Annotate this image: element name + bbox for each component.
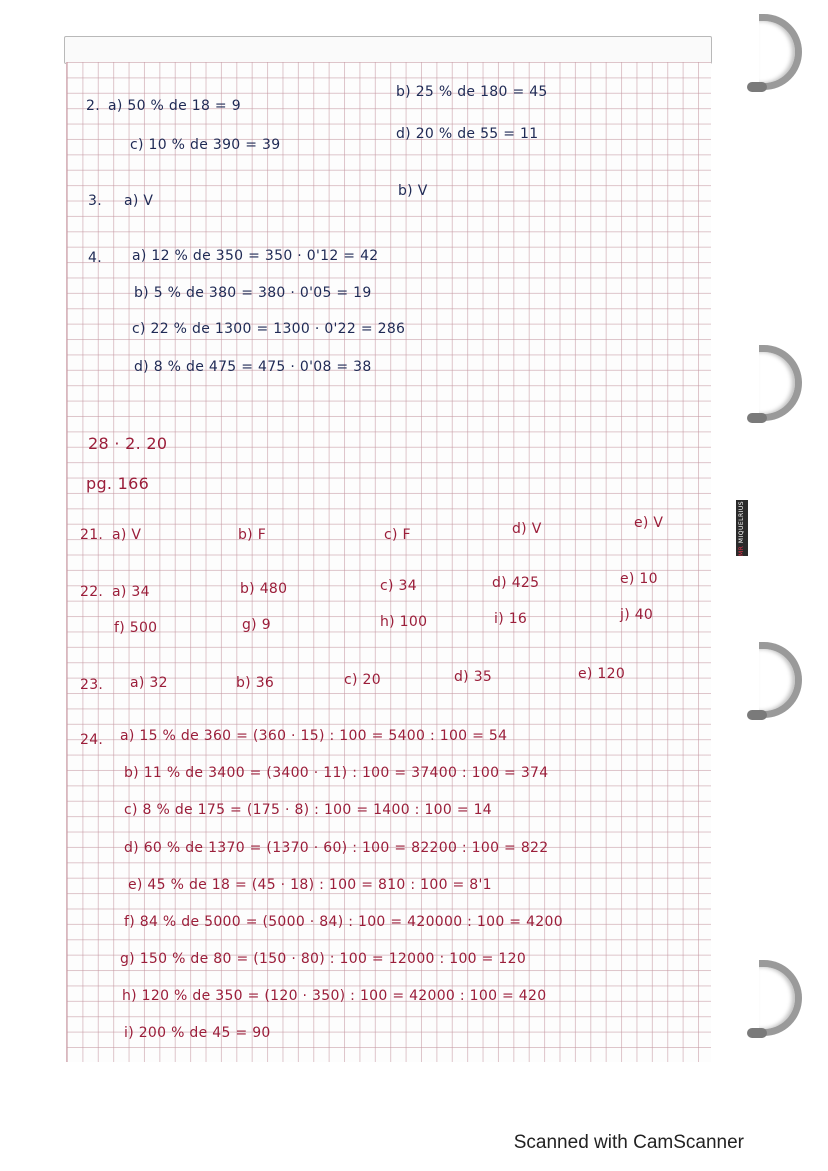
ex24-line-e: e) 45 % de 18 = (45 · 18) : 100 = 810 : 100 = 8'1 — [128, 877, 492, 893]
ex24-line-b: b) 11 % de 3400 = (3400 · 11) : 100 = 37400 : 100 = 374 — [124, 765, 549, 781]
ex3-number: 3. — [88, 193, 102, 209]
ex21-b: b) F — [238, 527, 267, 543]
ex2-number: 2. — [86, 98, 100, 114]
ex22-j: j) 40 — [620, 607, 654, 623]
ex4-c: c) 22 % de 1300 = 1300 · 0'22 = 286 — [132, 321, 406, 337]
grid-paper-sheet — [66, 62, 711, 1062]
ex23-d: d) 35 — [454, 669, 493, 685]
ex22-g: g) 9 — [242, 617, 271, 633]
ex4-a: a) 12 % de 350 = 350 · 0'12 = 42 — [132, 248, 379, 264]
ex4-number: 4. — [88, 250, 102, 266]
binder-ring-1 — [759, 14, 802, 90]
ex21-number: 21. — [80, 527, 104, 543]
ex21-a: a) V — [112, 527, 142, 543]
ex24-line-h: h) 120 % de 350 = (120 · 350) : 100 = 42000 : 100 = 420 — [122, 988, 547, 1004]
ex24-line-d: d) 60 % de 1370 = (1370 · 60) : 100 = 82200 : 100 = 822 — [124, 840, 549, 856]
ex2-b: b) 25 % de 180 = 45 — [396, 84, 548, 100]
ex24-number: 24. — [80, 732, 104, 748]
ex22-a: a) 34 — [112, 584, 150, 600]
brand-tag — [736, 500, 748, 556]
ex3-a: a) V — [124, 193, 154, 209]
binder-ring-2 — [759, 345, 802, 421]
ex21-c: c) F — [384, 527, 411, 543]
ex22-f: f) 500 — [114, 620, 158, 636]
ex22-h: h) 100 — [380, 614, 428, 630]
ex2-c: c) 10 % de 390 = 39 — [130, 137, 281, 153]
ex2-d: d) 20 % de 55 = 11 — [396, 126, 539, 142]
ex24-line-c: c) 8 % de 175 = (175 · 8) : 100 = 1400 : 100 = 14 — [124, 802, 493, 818]
ex4-d: d) 8 % de 475 = 475 · 0'08 = 38 — [134, 359, 372, 375]
ex2-a: a) 50 % de 18 = 9 — [108, 98, 241, 114]
ex23-c: c) 20 — [344, 672, 381, 688]
ex24-line-i: i) 200 % de 45 = 90 — [124, 1025, 271, 1041]
ex3-b: b) V — [398, 183, 428, 199]
page-header-box — [64, 36, 712, 64]
scanner-watermark: Scanned with CamScanner — [513, 1132, 744, 1153]
ex22-b: b) 480 — [240, 581, 288, 597]
ex23-a: a) 32 — [130, 675, 168, 691]
ex24-line-a: a) 15 % de 360 = (360 · 15) : 100 = 5400 : 100 = 54 — [120, 728, 508, 744]
ex21-d: d) V — [512, 521, 542, 537]
binder-ring-3 — [759, 642, 802, 718]
brand-label: MIQUELRIUS — [738, 500, 745, 543]
ex23-b: b) 36 — [236, 675, 275, 691]
ex24-line-f: f) 84 % de 5000 = (5000 · 84) : 100 = 420000 : 100 = 4200 — [124, 914, 563, 930]
brand-mark: MR — [738, 545, 745, 556]
ex4-b: b) 5 % de 380 = 380 · 0'05 = 19 — [134, 285, 372, 301]
ex21-e: e) V — [634, 515, 664, 531]
date-heading: 28 · 2. 20 — [88, 434, 168, 453]
ex22-i: i) 16 — [494, 611, 528, 627]
ex22-e: e) 10 — [620, 571, 658, 587]
ex22-number: 22. — [80, 584, 104, 600]
page-reference: pg. 166 — [86, 474, 150, 493]
ex22-c: c) 34 — [380, 578, 417, 594]
ex24-line-g: g) 150 % de 80 = (150 · 80) : 100 = 12000 : 100 = 120 — [120, 951, 527, 967]
binder-ring-4 — [759, 960, 802, 1036]
ex22-d: d) 425 — [492, 575, 540, 591]
ex23-number: 23. — [80, 677, 104, 693]
ex23-e: e) 120 — [578, 666, 626, 682]
